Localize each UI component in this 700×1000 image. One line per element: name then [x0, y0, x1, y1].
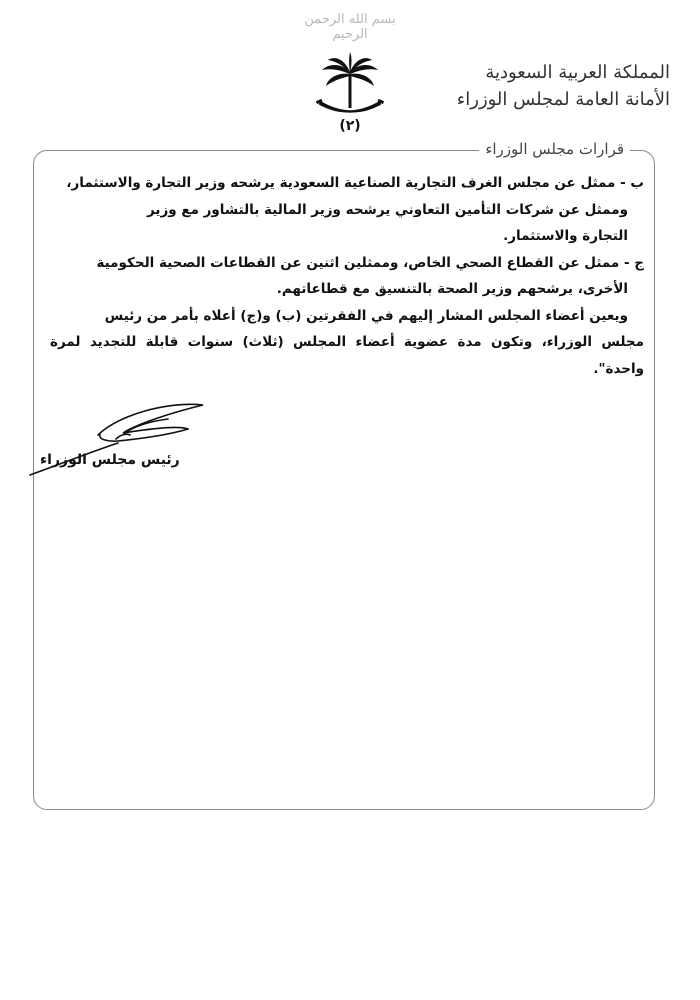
frame-label: قرارات مجلس الوزراء — [479, 140, 630, 158]
paragraph-b-line2: وممثل عن شركات التأمين التعاوني يرشحه وزير المالية بالتشاور مع وزير — [147, 201, 628, 218]
paragraph-b-line1: ب - ممثل عن مجلس الغرف التجارية الصناعية السعودية يرشحه وزير التجارة والاستثمار، — [66, 175, 644, 191]
handwritten-signature-icon — [28, 395, 238, 485]
letterhead — [457, 60, 670, 114]
paragraph-c-line1: ج - ممثل عن القطاع الصحي الخاص، وممثلين اثنين عن القطاعات الصحية الحكومية — [96, 254, 644, 271]
appointment-line1: ويعين أعضاء المجلس المشار إليهم في الفقرتين (ب) و(ج) أعلاه بأمر من رئيس — [104, 307, 628, 324]
signer-title: رئيس مجلس الوزراء — [40, 452, 180, 468]
paragraph-b-line3: التجارة والاستثمار. — [503, 228, 628, 244]
paragraph-c-line2: الأخرى، يرشحهم وزير الصحة بالتنسيق مع قطاعاتهم. — [276, 281, 628, 297]
decision-body — [50, 170, 644, 382]
page-number: (٢) — [339, 118, 361, 134]
basmala: بسم الله الرحمن الرحيم — [304, 12, 396, 42]
appointment-line2: مجلس الوزراء، وتكون مدة عضوية أعضاء المجلس (ثلاث) سنوات قابلة للتجديد لمرة واحدة". — [50, 334, 644, 377]
kingdom-name: المملكة العربية السعودية — [485, 62, 670, 83]
secretariat-name: الأمانة العامة لمجلس الوزراء — [456, 89, 670, 110]
